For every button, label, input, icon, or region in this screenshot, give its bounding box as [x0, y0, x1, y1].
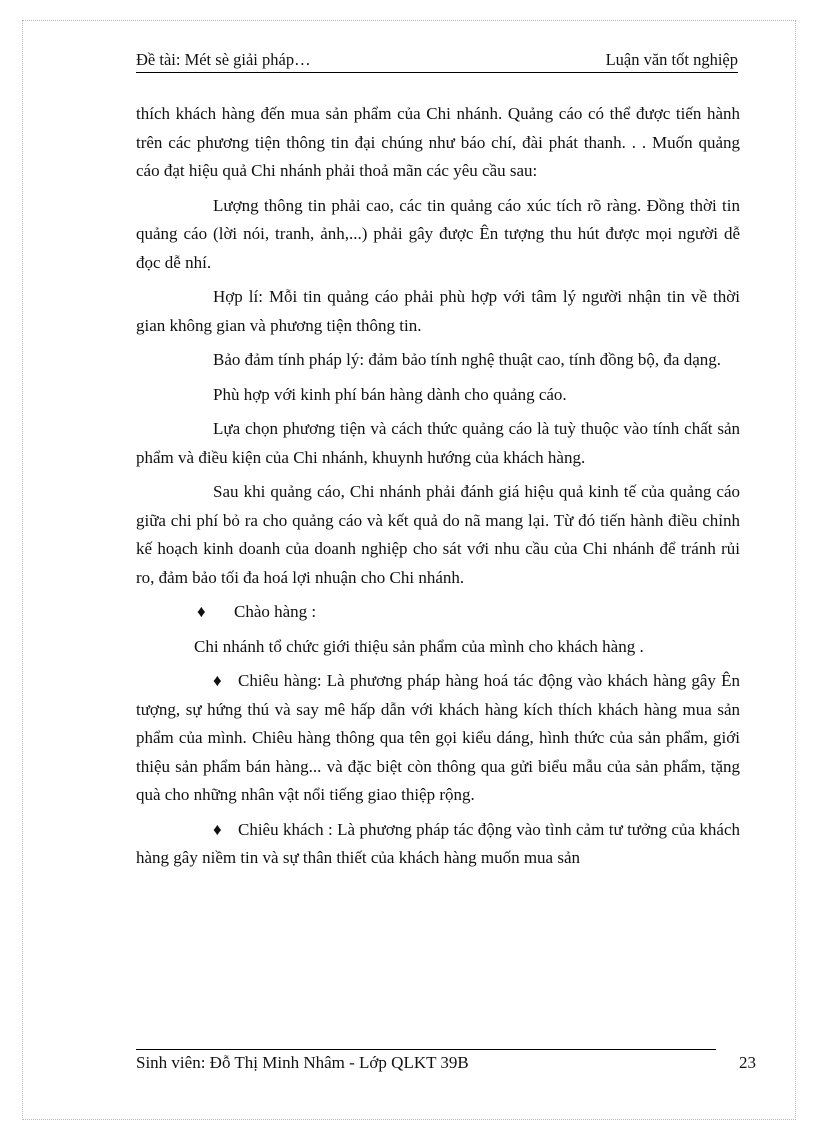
bullet-item-2 [136, 667, 740, 810]
page-footer [136, 1053, 756, 1077]
document-body [136, 100, 740, 879]
paragraph-7: Sau khi quảng cáo, Chi nhánh phải đánh giá hiệu quả kinh tế của quảng cáo giữa chi phí bỏ ra cho quảng cáo và kết quả do nã mang lại. Từ đó tiến hành điều chỉnh kế hoạch kinh doanh của doanh nghiệp cho sát với nhu cầu của Chi nhánh để tránh rủi ro, đảm bảo tối đa hoá lợi nhuận cho Chi nhánh. [136, 482, 740, 587]
page-header [136, 50, 738, 73]
paragraph-4: Bảo đảm tính pháp lý: đảm bảo tính nghệ thuật cao, tính đồng bộ, đa dạng. [213, 350, 722, 369]
bullet-text-1: Chào hàng : [234, 602, 317, 621]
diamond-bullet-icon: ♦ [213, 671, 222, 690]
paragraph-8: Chi nhánh tổ chức giới thiệu sản phẩm của mình cho khách hàng . [194, 636, 644, 656]
paragraph-5: Phù hợp với kinh phí bán hàng dành cho quảng cáo. [213, 384, 567, 404]
diamond-bullet-icon: ♦ [197, 602, 206, 621]
bullet-item-1 [136, 598, 740, 627]
paragraph-2: Lượng thông tin phải cao, các tin quảng cáo xúc tích rõ ràng. Đồng thời tin quảng cáo (lời nói, tranh, ảnh,...) phải gây được Ên tượng thu hút được mọi người dễ đọc dễ nhí. [136, 195, 740, 272]
footer-student-info: Sinh viên: Đỗ Thị Minh Nhâm - Lớp QLKT 39B [136, 1053, 469, 1072]
bullet-item-3 [136, 816, 740, 873]
diamond-bullet-icon: ♦ [213, 819, 222, 839]
paragraph-3: Hợp lí: Mỗi tin quảng cáo phải phù hợp với tâm lý người nhận tin về thời gian không gian và phương tiện thông tin. [136, 287, 740, 335]
bullet-text-2: Chiêu hàng: Là phương pháp hàng hoá tác động vào khách hàng gây Ên tượng, sự hứng thú và say mê hấp dẫn với khách hàng kích thích khách hàng mua sản phẩm của mình. Chiêu hàng thông qua tên gọi kiểu dáng, hình thức của sản phẩm, giới thiệu sản phẩm bán hàng... và đặc biệt còn thông qua gửi biểu mẫu của sản phẩm, tặng quà cho những nhân vật nổi tiếng giao thiệp rộng. [136, 671, 740, 804]
bullet-text-3: Chiêu khách : Là phương pháp tác động vào tình cảm tư tưởng của khách hàng gây niềm tin và sự thân thiết của khách hàng muốn mua sản [136, 819, 740, 867]
header-doc-type: Luận văn tốt nghiệp [605, 50, 738, 69]
page-number: 23 [739, 1053, 756, 1072]
footer-rule [136, 1049, 716, 1050]
paragraph-1: thích khách hàng đến mua sản phẩm của Chi nhánh. Quảng cáo có thể được tiến hành trên các phương tiện thông tin đại chúng như báo chí, đài phát thanh. . . Muốn quảng cáo đạt hiệu quả Chi nhánh phải thoả mãn các yêu cầu sau: [136, 104, 740, 180]
paragraph-6: Lựa chọn phương tiện và cách thức quảng cáo là tuỳ thuộc vào tính chất sản phẩm và điều kiện của Chi nhánh, khuynh hướng của khách hàng. [136, 419, 740, 467]
header-topic: Đề tài: Mét sè giải pháp… [136, 50, 311, 69]
